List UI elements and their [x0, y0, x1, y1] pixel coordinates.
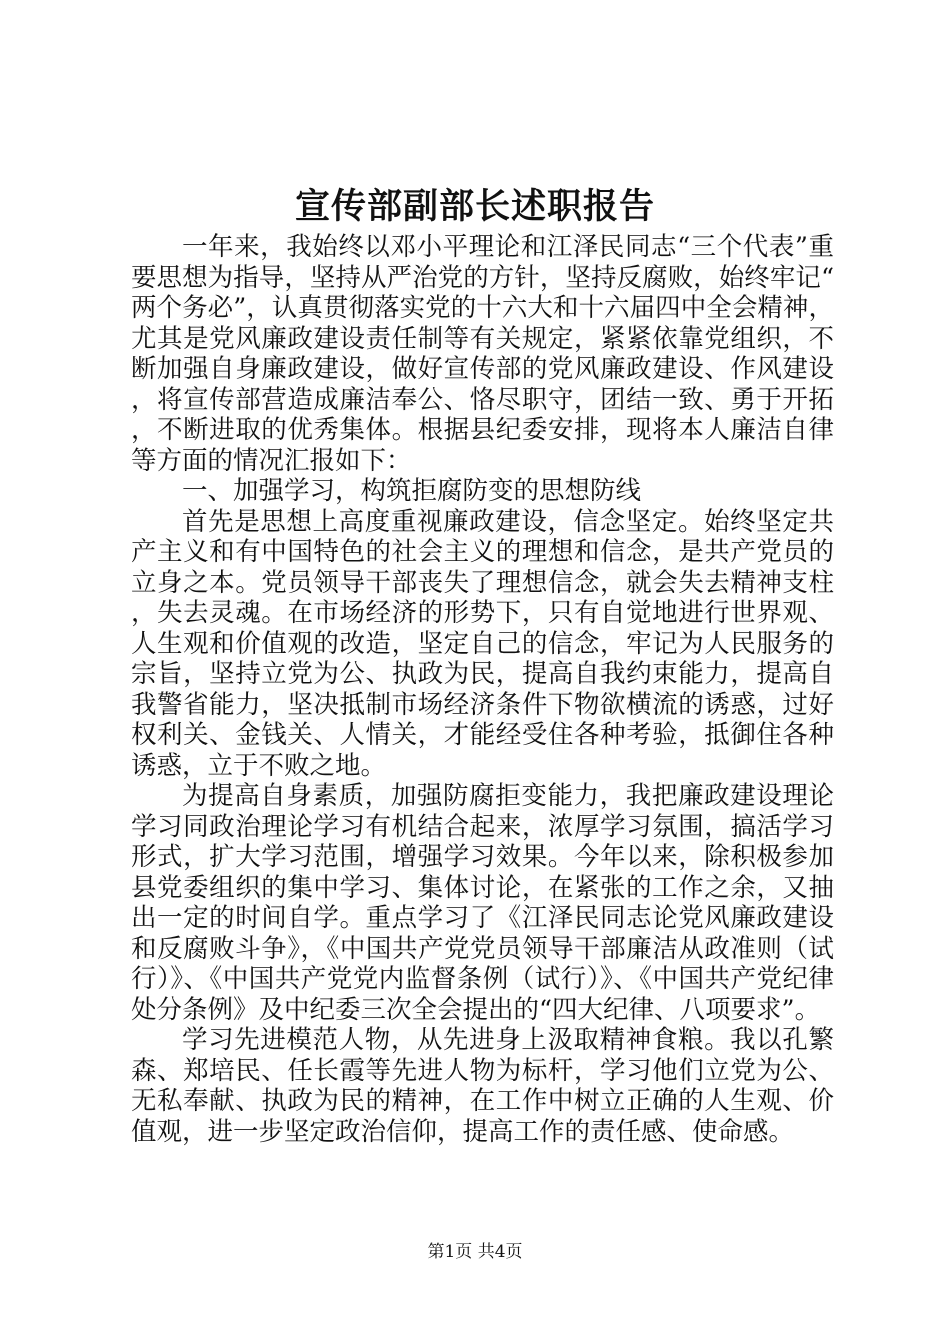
page-number-footer: 第1页 共4页	[427, 1242, 523, 1262]
paragraph-study: 为提高自身素质，加强防腐拒变能力，我把廉政建设理论学习同政治理论学习有机结合起来，浓厚学习氛围，搞活学习形式，扩大学习范围，增强学习效果。今年以来，除积极参加县党委组织的集中学习、集体讨论，在紧张的工作之余，又抽出一定的时间自学。重点学习了《江泽民同志论党风廉政建设和反腐败斗争》，《中国共产党党员领导干部廉洁从政准则（试行）》、《中国共产党党内监督条例（试行）》、《中国共产党纪律处分条例》及中纪委三次全会提出的“四大纪律、八项要求”。	[131, 781, 834, 1025]
document-title: 宣传部副部长述职报告	[294, 186, 655, 227]
paragraph-role-models: 学习先进模范人物，从先进身上汲取精神食粮。我以孔繁森、郑培民、任长霞等先进人物为标杆，学习他们立党为公、无私奉献、执政为民的精神，在工作中树立正确的人生观、价值观，进一步坚定政治信仰，提高工作的责任感、使命感。	[131, 1025, 834, 1147]
section-heading: 一、加强学习，构筑拒腐防变的思想防线	[182, 476, 642, 506]
paragraph-beliefs: 首先是思想上高度重视廉政建设，信念坚定。始终坚定共产主义和有中国特色的社会主义的理想和信念，是共产党员的立身之本。党员领导干部丧失了理想信念，就会失去精神支柱，失去灵魂。在市场经济的形势下，只有自觉地进行世界观、人生观和价值观的改造，坚定自己的信念，牢记为人民服务的宗旨，坚持立党为公、执政为民，提高自我约束能力，提高自我警省能力，坚决抵制市场经济条件下物欲横流的诱惑，过好权利关、金钱关、人情关，才能经受住各种考验，抵御住各种诱惑，立于不败之地。	[131, 506, 834, 781]
paragraph-intro: 一年来，我始终以邓小平理论和江泽民同志“三个代表”重要思想为指导，坚持从严治党的方针，坚持反腐败，始终牢记“两个务必”，认真贯彻落实党的十六大和十六届四中全会精神，尤其是党风廉政建设责任制等有关规定，紧紧依靠党组织，不断加强自身廉政建设，做好宣传部的党风廉政建设、作风建设，将宣传部营造成廉洁奉公、恪尽职守，团结一致、勇于开拓，不断进取的优秀集体。根据县纪委安排，现将本人廉洁自律等方面的情况汇报如下：	[131, 232, 834, 476]
document-body	[131, 232, 834, 1147]
